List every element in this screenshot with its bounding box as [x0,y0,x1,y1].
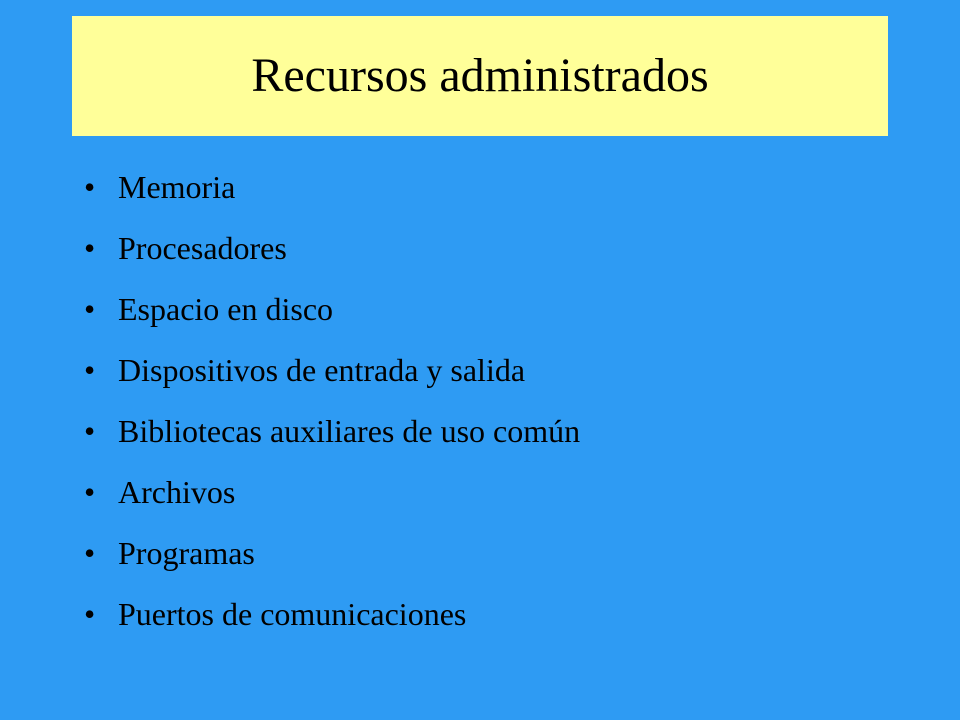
bullet-icon: • [84,535,96,571]
bullet-item [84,161,580,222]
bullet-icon: • [84,230,96,266]
bullet-item [84,527,580,588]
bullet-text: Bibliotecas auxiliares de uso común [118,413,581,449]
bullet-icon: • [84,413,96,449]
bullet-item [84,283,580,344]
bullet-text: Archivos [118,474,236,510]
slide-title: Recursos administrados [251,49,709,102]
bullet-icon: • [84,169,96,205]
bullet-item [84,344,580,405]
bullet-item [84,466,580,527]
bullet-item [84,222,580,283]
bullet-text: Memoria [118,169,236,205]
bullet-text: Dispositivos de entrada y salida [118,352,526,388]
bullet-text: Puertos de comunicaciones [118,596,467,632]
bullet-text: Espacio en disco [118,291,334,327]
bullet-icon: • [84,291,96,327]
bullet-icon: • [84,596,96,632]
bullet-list [84,161,580,649]
bullet-text: Procesadores [118,230,287,266]
bullet-icon: • [84,352,96,388]
bullet-icon: • [84,474,96,510]
bullet-item [84,405,580,466]
bullet-item [84,588,580,649]
title-band [72,16,888,136]
bullet-text: Programas [118,535,255,571]
